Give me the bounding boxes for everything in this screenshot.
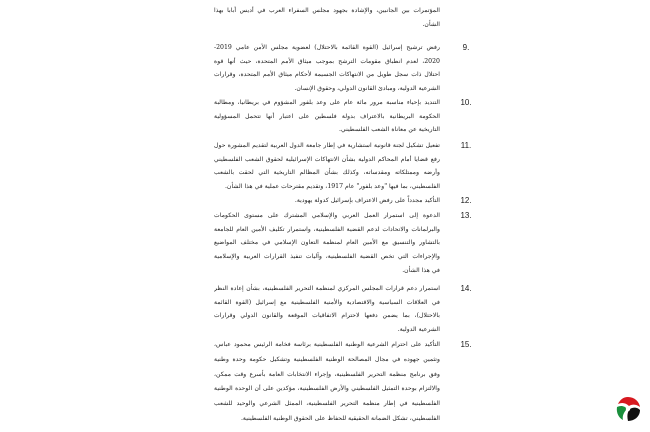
item-number: 14. xyxy=(460,284,472,293)
text-line: وتثمين جهوده في مجال المصالحة الوطنية الفلسطينية وتشكيل حكومة وحدة وطنية xyxy=(214,355,440,363)
text-line: التنديد بإحياء مناسبة مرور مائة عام على وعد بلفور المشؤوم في بريطانيا، ومطالبة xyxy=(214,99,440,106)
text-line: التأكيد على احترام الشرعية الوطنية الفلسطينية برئاسة فخامة الرئيس محمود عباس، xyxy=(214,341,440,348)
item-text xyxy=(214,4,440,31)
logo-mark-icon xyxy=(614,395,642,423)
item-text xyxy=(214,338,440,427)
text-line: والإجراءات التي تخص القضية الفلسطينية، وآليات تنفيذ القرارات العربية والإسلامية xyxy=(214,253,440,261)
text-line: الدعوة إلى استمرار العمل العربي والإسلامي المشترك على مستوى الحكومات xyxy=(214,212,440,219)
item-text xyxy=(214,96,440,137)
text-line: استمرار دعم قرارات المجلس المركزي لمنظمة التحرير الفلسطينية، بشأن إعادة النظر xyxy=(214,285,440,292)
text-line: الشأن. xyxy=(422,20,440,28)
item-text xyxy=(214,282,440,337)
text-line: تفعيل تشكيل لجنة قانونية استشارية في إطار جامعة الدول العربية لتقديم المشورة حول xyxy=(214,142,440,149)
text-line: وأرضه وممتلكاته ومقدساته، وكذلك بشأن المظالم التاريخية التي لحقت بالشعب xyxy=(214,169,440,177)
text-line: الفلسطينية في إطار منظمة التحرير الفلسطينية، الممثل الشرعي والوحيد للشعب xyxy=(214,400,440,408)
item-number: 11. xyxy=(460,141,472,150)
text-line: التأكيد مجدداً على رفض الاعتراف بإسرائيل كدولة يهودية. xyxy=(294,197,440,204)
text-line: الشرعية الدولية. xyxy=(397,326,440,334)
item-text xyxy=(214,41,440,96)
item-number: 10. xyxy=(460,98,472,107)
text-line: 2020، لعدم انطباق مقومات الترشح بموجب ميثاق الأمم المتحدة، حيث أنها قوة xyxy=(214,57,440,65)
text-line: الفلسطيني، تشكل الضمانة الحقيقية للحفاظ على الحقوق الوطنية الفلسطينية. xyxy=(240,414,440,422)
text-line: والبرلمانات والاتحادات لدعم القضية الفلسطينية، واستمرار تكليف الأمين العام للجامعة xyxy=(214,225,440,233)
item-text xyxy=(214,209,440,277)
text-line: التاريخية عن معاناة الشعب الفلسطيني. xyxy=(339,126,440,134)
item-number: 9. xyxy=(462,43,470,52)
text-line: في العلاقات السياسية والاقتصادية والأمنية الفلسطينية مع إسرائيل (القوة القائمة xyxy=(214,298,440,306)
item-text xyxy=(214,194,440,208)
text-line: في هذا الشأن. xyxy=(402,266,440,274)
text-line: وفق برنامج منظمة التحرير الفلسطينية، وإجراء الانتخابات العامة بأسرع وقت ممكن، xyxy=(214,370,440,378)
text-line: بالتشاور والتنسيق مع الأمين العام لمنظمة التعاون الإسلامي في مختلف المواضيع xyxy=(214,239,440,247)
text-line: بالاحتلال)، بما يضمن دفعها لاحترام الاتفاقيات الموقعة والقانون الدولي وقرارات xyxy=(214,312,440,320)
item-number: 15. xyxy=(460,340,472,349)
item-number: 12. xyxy=(460,196,472,205)
item-number: 13. xyxy=(460,211,472,220)
text-line: رفض ترشيح إسرائيل (القوة القائمة بالاحتلال) لعضوية مجلس الأمن عامي 2019- xyxy=(214,44,440,51)
item-text xyxy=(214,139,440,194)
text-line: احتلال ذات سجل طويل من الانتهاكات الجسيمة لأحكام ميثاق الأمم المتحدة، وقرارات xyxy=(214,71,440,79)
text-line: الشرعية الدولية، ومبادئ القانون الدولي، وحقوق الإنسان. xyxy=(294,85,440,93)
text-line: والالتزام بوحدة التمثيل الفلسطيني والأرض الفلسطينية، مؤكدين على أن الوحدة الوطنية xyxy=(214,385,440,393)
text-line: رفع قضايا أمام المحاكم الدولية بشأن الانتهاكات الإسرائيلية لحقوق الشعب الفلسطيني xyxy=(214,155,440,163)
text-line: الفلسطيني، بما فيها "وعد بلفور" عام 1917، وتقديم مقترحات عملية في هذا الشأن. xyxy=(224,183,440,191)
text-line: المؤتمرات بين الجانبين، والإشادة بجهود مجلس السفراء العرب في أديس أبابا بهذا xyxy=(214,7,440,14)
text-line: الحكومة البريطانية بالاعتراف بدولة فلسطين على اعتبار أنها تتحمل المسؤولية xyxy=(214,112,440,120)
